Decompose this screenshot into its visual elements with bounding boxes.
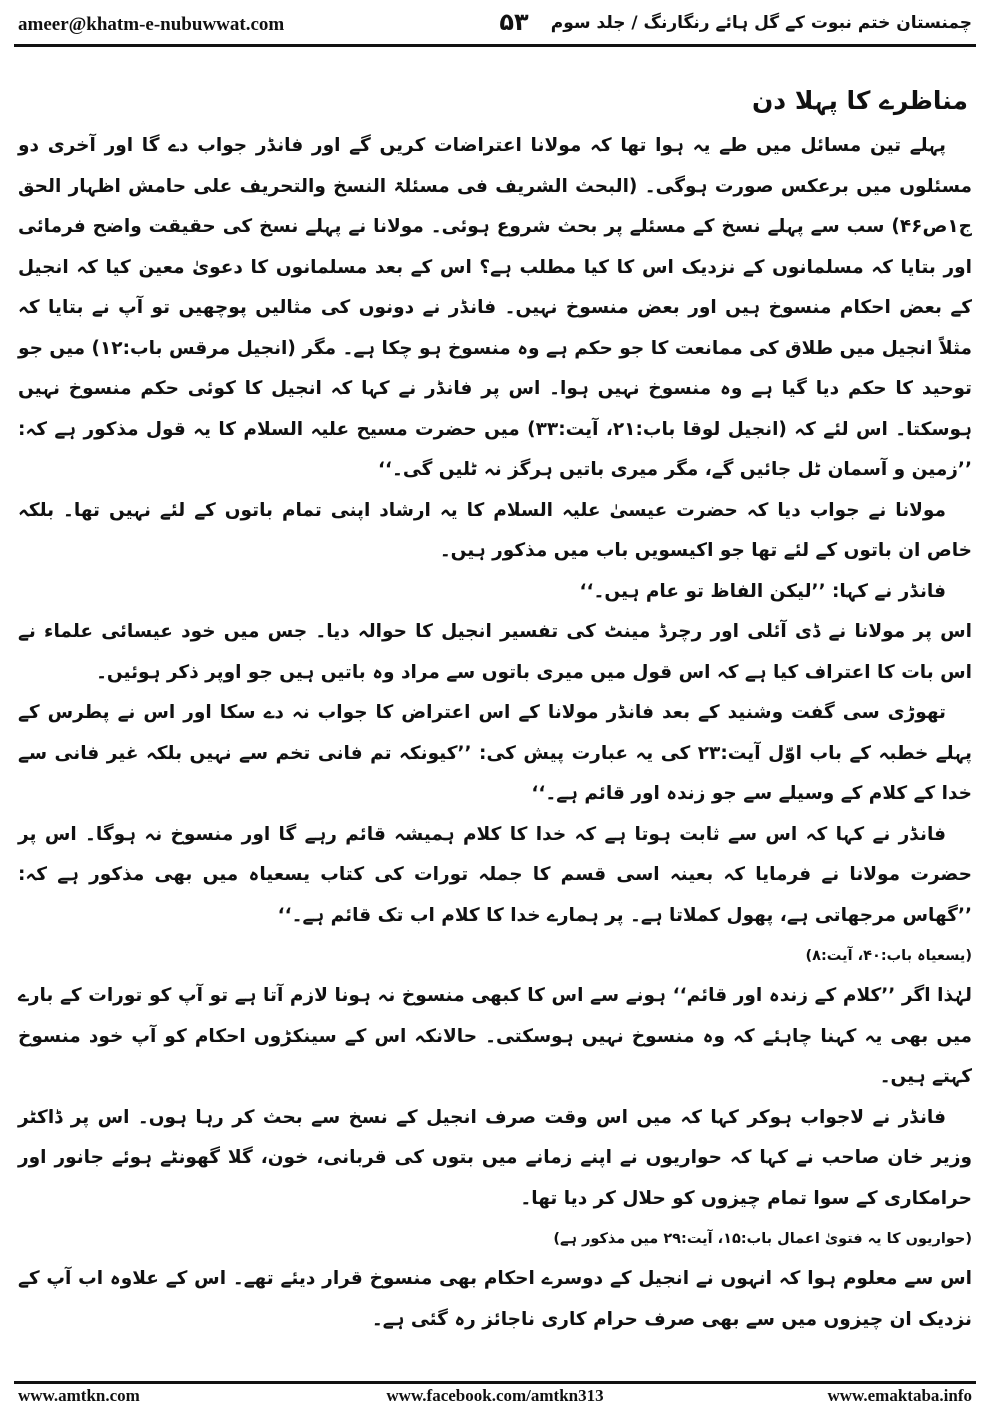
paragraph: فانڈر نے کہا کہ اس سے ثابت ہوتا ہے کہ خدا کا کلام ہمیشہ قائم رہے گا اور منسوخ نہ ہوگا۔ اس پر حضرت مولانا نے فرمایا کہ بعینہ اسی قسم کا جملہ تورات کی کتاب یسعیاہ میں بھی مذکور ہے کہ: ’’گھاس مرجھاتی ہے، پھول کملاتا ہے۔ پر ہمارے خدا کا کلام اب تک قائم ہے۔‘‘ (18, 823, 972, 926)
citation-acts: (حواریوں کا یہ فتویٰ اعمال باب:۱۵، آیت:۲۹ میں مذکور ہے) (553, 1231, 972, 1247)
paragraph: پہلے تین مسائل میں طے یہ ہوا تھا کہ مولانا اعتراضات کریں گے اور فانڈر جواب دے گا اور آخری دو مسئلوں میں برعکس صورت ہوگی۔ (البحث الشریف فی مسئلۃ النسخ والتحریف علی حامش اظہار الحق ج۱ص۴۶) سب سے پہلے نسخ کے مسئلے پر بحث شروع ہوئی۔ مولانا نے پہلے نسخ کی حقیقت واضح فرمائی اور بتایا کہ مسلمانوں کے نزدیک اس کا کیا مطلب ہے؟ اس کے بعد مسلمانوں کا دعویٰ معین کیا کہ انجیل کے بعض احکام منسوخ ہیں اور بعض منسوخ نہیں۔ فانڈر نے دونوں کی مثالیں پوچھیں تو آپ نے بتایا کہ مثلاً انجیل میں طلاق کی ممانعت کا جو حکم ہے وہ منسوخ ہو چکا ہے۔ مگر (انجیل مرقس باب:۱۲) میں جو توحید کا حکم دیا گیا ہے وہ منسوخ نہیں ہوا۔ اس پر فانڈر نے کہا کہ انجیل کا کوئی حکم منسوخ نہیں ہوسکتا۔ اس لئے کہ (انجیل لوقا باب:۲۱، آیت:۳۳) میں حضرت مسیح علیہ السلام کا یہ قول مذکور ہے کہ: ’’زمین و آسمان ٹل جائیں گے، مگر میری باتیں ہرگز نہ ٹلیں گی۔‘‘ (18, 135, 972, 480)
paragraph: مولانا نے جواب دیا کہ حضرت عیسیٰ علیہ السلام کا یہ ارشاد اپنی تمام باتوں کے لئے نہیں تھا۔ بلکہ خاص ان باتوں کے لئے تھا جو اکیسویں باب میں مذکور ہیں۔ (18, 499, 972, 561)
paragraph: اس پر مولانا نے ڈی آئلی اور رچرڈ مینٹ کی تفسیر انجیل کا حوالہ دیا۔ جس میں خود عیسائی علماء نے اس بات کا اعتراف کیا ہے کہ اس قول میں میری باتوں سے مراد وہ باتیں ہیں جو اوپر ذکر ہوئیں۔ (18, 621, 972, 683)
citation-isaiah: (یسعیاہ باب:۴۰، آیت:۸) (805, 948, 972, 964)
footer-link-amtkn[interactable]: www.amtkn.com (18, 1386, 140, 1405)
paragraph: فانڈر نے کہا: ’’لیکن الفاظ تو عام ہیں۔‘‘ (579, 580, 946, 602)
page-footer (14, 1386, 976, 1412)
footer-link-facebook[interactable]: www.facebook.com/amtkn313 (386, 1386, 604, 1405)
footer-rule (14, 1381, 976, 1384)
header-rule (14, 44, 976, 47)
page-body (18, 76, 972, 1340)
book-title: چمنستان ختم نبوت کے گل ہائے رنگارنگ / جلد سوم (550, 13, 972, 33)
header-email: ameer@khatm-e-nubuwwat.com (18, 14, 285, 35)
paragraph: لہٰذا اگر ’’کلام کے زندہ اور قائم‘‘ ہونے سے اس کا کبھی منسوخ نہ ہونا لازم آتا ہے تو آپ کو تورات کے بارے میں بھی یہ کہنا چاہئے کہ وہ منسوخ نہیں ہوسکتی۔ حالانکہ اس کے سینکڑوں احکام کو آپ خود منسوخ کہتے ہیں۔ (18, 985, 972, 1087)
page-number: ۵۳ (499, 8, 529, 36)
paragraph: تھوڑی سی گفت وشنید کے بعد فانڈر مولانا کے اس اعتراض کا جواب نہ دے سکا اور اس نے پطرس کے پہلے خطبہ کے باب اوّل آیت:۲۳ کی یہ عبارت پیش کی: ’’کیونکہ تم فانی تخم سے نہیں بلکہ غیر فانی سے خدا کے کلام کے وسیلے سے جو زندہ اور قائم ہے۔‘‘ (18, 702, 972, 804)
section-heading: مناظرے کا پہلا دن (751, 86, 968, 115)
paragraph: فانڈر نے لاجواب ہوکر کہا کہ میں اس وقت صرف انجیل کے نسخ سے بحث کر رہا ہوں۔ اس پر ڈاکٹر وزیر خان صاحب نے کہا کہ حواریوں نے اپنے زمانے میں بتوں کی قربانی، خون، گلا گھونٹے ہوئے جانور اور حرامکاری کے سوا تمام چیزوں کو حلال کر دیا تھا۔ (18, 1106, 972, 1209)
footer-link-emaktaba[interactable]: www.emaktaba.info (827, 1386, 972, 1405)
paragraph: اس سے معلوم ہوا کہ انہوں نے انجیل کے دوسرے احکام بھی منسوخ قرار دیئے تھے۔ اس کے علاوہ اب آپ کے نزدیک ان چیزوں میں سے بھی صرف حرام کاری ناجائز رہ گئی ہے۔ (18, 1268, 972, 1330)
page-header (14, 8, 976, 42)
